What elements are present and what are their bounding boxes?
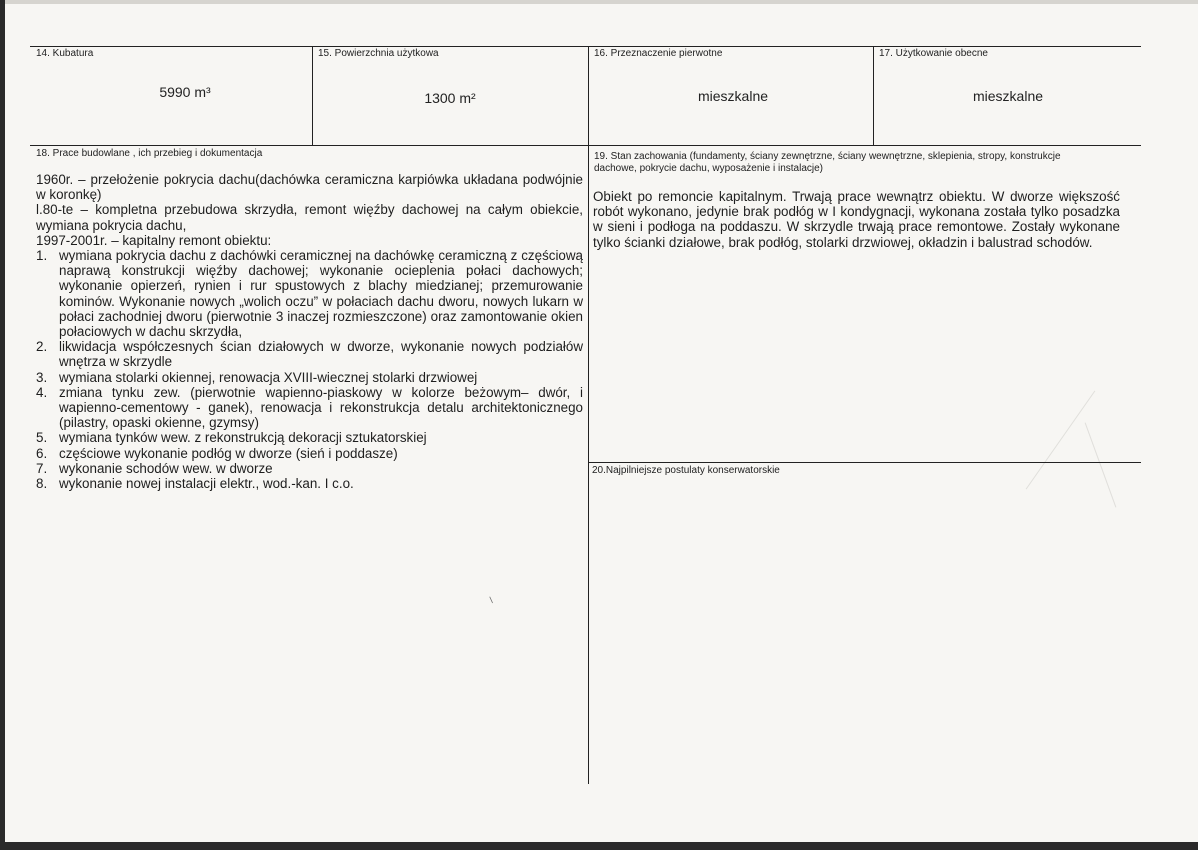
list-item xyxy=(36,370,583,385)
pen-mark: / xyxy=(487,595,496,605)
list-item xyxy=(36,461,583,476)
list-item-number: 7. xyxy=(36,460,48,476)
form-row-rule xyxy=(588,462,1141,463)
section-19-text: Obiekt po remoncie kapitalnym. Trwają prace wewnątrz obiektu. W dworze większość robót wykonano, jedynie brak podłóg w I kondygnacji, wykonana została tylko posadzka w sieni i podłoga na poddaszu. W skrzydle trwają prace remontowe. Zostały wykonane tylko ścianki działowe, brak podłóg, stolarki drzwiowej, okładzin i balustrad schodów. xyxy=(593,189,1120,250)
list-item-number: 6. xyxy=(36,445,48,461)
section-18-label: 18. Prace budowlane , ich przebieg i dokumentacja xyxy=(36,148,263,159)
form-row-rule xyxy=(588,145,1141,146)
list-item-text: wymiana tynków wew. z rekonstrukcją dekoracji sztukatorskiej xyxy=(59,430,427,446)
list-item xyxy=(36,476,583,491)
list-item-text: likwidacja współczesnych ścian działowych w dworze, wykonanie nowych podziałów wnętrza w skrzydle xyxy=(59,339,583,370)
list-item xyxy=(36,248,583,339)
field-17-value: mieszkalne xyxy=(972,88,1044,104)
list-item xyxy=(36,430,583,445)
section-18-text xyxy=(36,172,583,491)
section-20-label: 20.Najpilniejsze postulaty konserwatorskie xyxy=(592,465,780,476)
list-item-text: wymiana stolarki okiennej, renowacja XVIII-wiecznej stolarki drzwiowej xyxy=(59,369,478,385)
form-divider xyxy=(312,46,313,146)
field-14-label: 14. Kubatura xyxy=(36,48,94,59)
list-item-text: wykonanie schodów wew. w dworze xyxy=(59,460,273,476)
list-item-number: 8. xyxy=(36,476,48,492)
section-18-intro-2: l.80-te – kompletna przebudowa skrzydła, remont więźby dachowej na całym obiekcie, wymiana pokrycia dachu, xyxy=(36,202,583,233)
field-16-value: mieszkalne xyxy=(697,88,769,104)
list-item-number: 4. xyxy=(36,384,48,400)
list-item-text: wykonanie nowej instalacji elektr., wod.-kan. I c.o. xyxy=(59,476,354,492)
field-15-value: 1300 m² xyxy=(424,90,476,106)
list-item-number: 5. xyxy=(36,430,48,446)
section-18-intro-3: 1997-2001r. – kapitalny remont obiektu: xyxy=(36,232,272,248)
list-item xyxy=(36,385,583,431)
field-14-value: 5990 m³ xyxy=(159,84,211,100)
form-row-rule xyxy=(30,145,588,146)
list-item-number: 2. xyxy=(36,339,48,355)
paper-crease xyxy=(1085,423,1117,508)
paper-crease xyxy=(1026,391,1096,490)
field-15-label: 15. Powierzchnia użytkowa xyxy=(318,48,439,59)
page-top-edge xyxy=(0,0,1198,4)
list-item-number: 3. xyxy=(36,369,48,385)
list-item-text: zmiana tynku zew. (pierwotnie wapienno-piaskowy w kolorze beżowym– dwór, i wapienno-cementowy - ganek), renowacja i rekonstrukcja detalu architektonicznego (pilastry, opaski okienne, gzymsy) xyxy=(59,384,583,431)
section-19-label: 19. Stan zachowania (fundamenty, ściany zewnętrzne, ściany wewnętrzne, sklepienia, stropy, konstrukcje dachowe, pokrycie dachu, wyposażenie i instalacje) xyxy=(594,151,1061,174)
list-item-text: częściowe wykonanie podłóg w dworze (sień i poddasze) xyxy=(59,445,398,461)
list-item xyxy=(36,446,583,461)
form-center-divider xyxy=(588,46,589,784)
section-18-intro-1: 1960r. – przełożenie pokrycia dachu(dachówka ceramiczna karpiówka układana podwójnie w koronkę) xyxy=(36,172,583,203)
list-item-number: 1. xyxy=(36,248,48,264)
section-18-list xyxy=(36,248,583,491)
field-17-label: 17. Użytkowanie obecne xyxy=(879,48,988,59)
list-item-text: wymiana pokrycia dachu z dachówki ceramicznej na dachówkę ceramiczną z częściową naprawą konstrukcji więźby dachowej; wykonanie ocieplenia połaci dachowych; wykonanie opierzeń, rynien i rur spustowych z blachy miedzianej; przemurowanie kominów. Wykonanie nowych „wolich oczu” w połaciach dachu dworu, nowych lukarn w połaci zachodniej dworu (pierwotnie 3 inaczej rozmieszczone) oraz zamontowanie okien połaciowych w dachu skrzydła, xyxy=(59,248,583,340)
field-16-label: 16. Przeznaczenie pierwotne xyxy=(594,48,723,59)
page-left-edge xyxy=(0,0,5,850)
page-bottom-edge xyxy=(0,842,1198,850)
form-divider xyxy=(873,46,874,146)
form-top-rule xyxy=(30,46,1141,47)
list-item xyxy=(36,339,583,369)
